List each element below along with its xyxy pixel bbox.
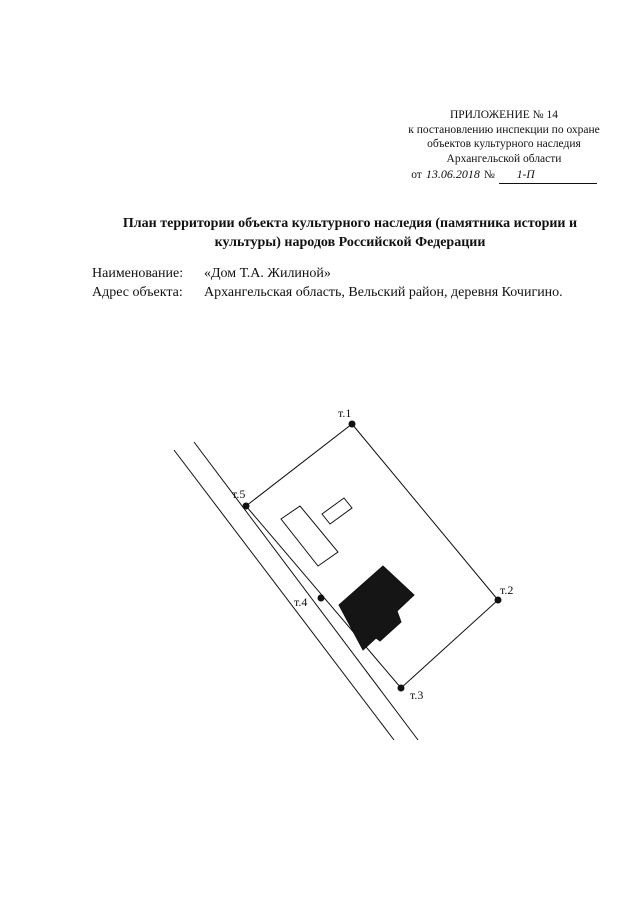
point-1-marker (349, 421, 356, 428)
point-4-marker (318, 595, 325, 602)
point-1-label: т.1 (338, 406, 352, 420)
point-4-label: т.4 (294, 595, 308, 609)
territory-boundary (246, 424, 498, 688)
document-title: План территории объекта культурного наследия (памятника истории и культуры) народов Российской Федерации (122, 216, 578, 250)
point-3-marker (398, 685, 405, 692)
object-name-value: «Дом Т.А. Жилиной» (204, 266, 331, 281)
handwritten-number: 1-П (499, 168, 597, 184)
heritage-house (339, 566, 414, 650)
appendix-subtitle-line1: к постановлению инспекции по охране (408, 123, 600, 136)
point-3-label: т.3 (410, 688, 424, 702)
appendix-title: ПРИЛОЖЕНИЕ № 14 (449, 109, 558, 121)
point-5-marker (243, 503, 250, 510)
point-2-label: т.2 (500, 583, 514, 597)
object-address-label: Адрес объекта: (92, 285, 183, 300)
object-name-label: Наименование: (92, 266, 184, 281)
appendix-subtitle-line2: объектов культурного наследия (427, 138, 581, 150)
object-address-value: Архангельская область, Вельский район, деревня Кочигино. (204, 285, 563, 300)
handwritten-date: 13.06.2018 (425, 167, 480, 181)
outbuilding-small (322, 498, 352, 524)
point-2-marker (495, 597, 502, 604)
number-prefix: № (483, 169, 495, 181)
point-5-label: т.5 (232, 487, 246, 501)
appendix-subtitle-line3: Архангельской области (446, 152, 562, 165)
date-prefix: от (411, 169, 422, 181)
